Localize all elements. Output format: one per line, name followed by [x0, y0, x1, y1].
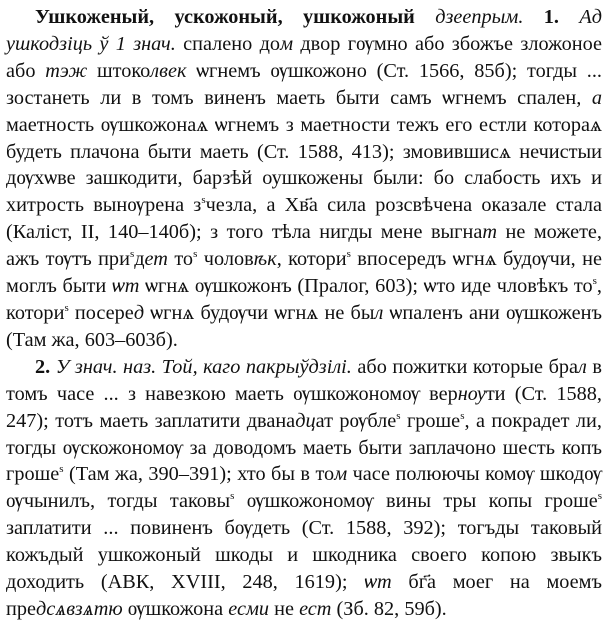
text-run: ѡгнѧ ѹшкожонъ (Пралог, 603); ѡто иде чловѣкъ то	[139, 275, 593, 298]
text-run: , котори	[276, 248, 347, 271]
italic-run: ѡт	[111, 275, 140, 298]
italic-run: ест	[299, 597, 332, 620]
sense-1-body	[6, 33, 602, 351]
italic-run: ,	[576, 86, 582, 109]
text-run: чолов	[197, 248, 254, 271]
superscript-mark: s	[129, 248, 135, 261]
superscript-mark: s	[460, 409, 465, 422]
superscript-mark: s	[396, 409, 401, 422]
italic-run: ет	[144, 248, 168, 271]
italic-run: а	[591, 86, 602, 109]
sense-1-paragraph	[6, 4, 602, 354]
text-run	[581, 87, 592, 109]
italic-run: д	[133, 301, 145, 324]
text-run: ат рѹбле	[315, 409, 397, 432]
text-run: ѹшкожономѹ вины тры копы гроше	[234, 490, 598, 513]
italic-run: дсѧвзѧтю	[36, 597, 123, 620]
text-run: штоко	[87, 59, 151, 82]
italic-run: т	[482, 221, 497, 244]
text-run: ѡпаленъ ани ѹшкоженъ (Там жа, 603–603б).	[6, 301, 602, 351]
italic-run: л	[374, 301, 384, 324]
text-run: гроше	[400, 409, 461, 432]
text-run: двор гѹмно або збожъе зложоное або	[6, 32, 602, 82]
text-run: часе полюючы комѹ шкодѹ ѹчынилъ, тогды таковы	[6, 463, 602, 513]
superscript-mark: s	[59, 463, 64, 476]
superscript-mark: s	[592, 275, 597, 288]
italic-run: дц	[295, 409, 316, 432]
text-run: в томъ часе ... з навезкою маеть ѹшкожономѹ вер	[6, 355, 602, 405]
italic-run: ѡт	[364, 571, 392, 594]
headword: Ушкоженый, ускожоный, ушкожоный	[35, 6, 415, 28]
superscript-mark: s	[346, 248, 351, 261]
sense-2-number: 2.	[35, 355, 51, 378]
text-run: спалено до	[183, 32, 281, 55]
superscript-mark: s	[230, 490, 235, 503]
italic-run: м	[280, 32, 294, 55]
sense-2-paragraph	[6, 354, 602, 623]
superscript-mark: s	[64, 301, 69, 314]
italic-run: ѣк	[253, 248, 277, 271]
sense-2-body	[6, 356, 602, 620]
part-of-speech: дзеепрым.	[435, 6, 524, 28]
text-run: ѹшкожона	[122, 597, 229, 620]
text-run: маетность ѹшкожонаѧ ѡгнемъ з маетности тежъ его естли котораѧ будеть плачона быти маеть (Ст. 1588, 413); змовившисѧ нечистыи дѹхѡве зашкодити, барзѣй оушкожены были: бо слабость ихъ и хитрость вынѹрена з	[6, 113, 602, 217]
text-run: д	[134, 248, 145, 271]
text-run: (Зб. 82, 59б).	[331, 597, 447, 620]
text-run: впосередъ ѡгнѧ будѹчи, не моглъ быти	[6, 248, 602, 298]
text-run: (Там жа, 390–391); хто бы в то	[63, 463, 335, 486]
italic-run: м	[334, 463, 348, 486]
text-run: то	[167, 248, 194, 271]
text-run: , а покрадет ли, тогды ѹскожономѹ за доводомъ маеть быти заплачоно шесть копъ гроше	[6, 409, 602, 486]
text-run: чезла, а Хв҃а сила розсвѣчена оказале стала (Каліст, ІІ, 140–140б); з того тѣла нигды мене выгна	[6, 194, 602, 244]
text-run: не	[269, 597, 300, 620]
superscript-mark: s	[193, 248, 198, 261]
text-run: або пожитки которые бра	[351, 355, 579, 378]
text-run: ѡгнемъ ѹшкожоно (Ст. 1566, 85б); тогды ... зостанеть ли в томъ виненъ маеть быти самъ ѡгнемъ спален	[6, 59, 602, 109]
italic-run: есми	[228, 597, 270, 620]
italic-run: тэж	[45, 59, 88, 82]
superscript-mark: s	[597, 490, 602, 503]
text-run: бг҃а моег на моемъ пре	[6, 571, 602, 620]
sense-1-gloss: Ад ушкодзіць ў 1 знач.	[6, 6, 602, 55]
italic-run: лвек	[150, 59, 187, 82]
italic-run: нѹ	[457, 382, 486, 405]
text-run: , котори	[6, 275, 602, 324]
sense-1-number: 1.	[543, 6, 559, 28]
superscript-mark: s	[201, 194, 206, 207]
text-run: ѡгнѧ будѹчи ѡгнѧ не бы	[144, 301, 375, 324]
italic-run: л	[578, 355, 587, 378]
text-run: заплатити ... повиненъ бѹдеть (Ст. 1588, 392); тогъды таковый кожъдый ушкожоный шкоды и шкодника своего копою звыкъ доходить (АВК, XVIII, 248, 1619);	[6, 517, 602, 594]
sense-2-gloss: У знач. наз. Той, каго пакрыўдзілі.	[55, 355, 352, 378]
text-run: ти (Ст. 1588, 247); тотъ маеть заплатити двана	[6, 382, 602, 432]
text-run: посере	[68, 301, 134, 324]
text-run: не можете, ажъ тѹтъ при	[6, 221, 603, 271]
